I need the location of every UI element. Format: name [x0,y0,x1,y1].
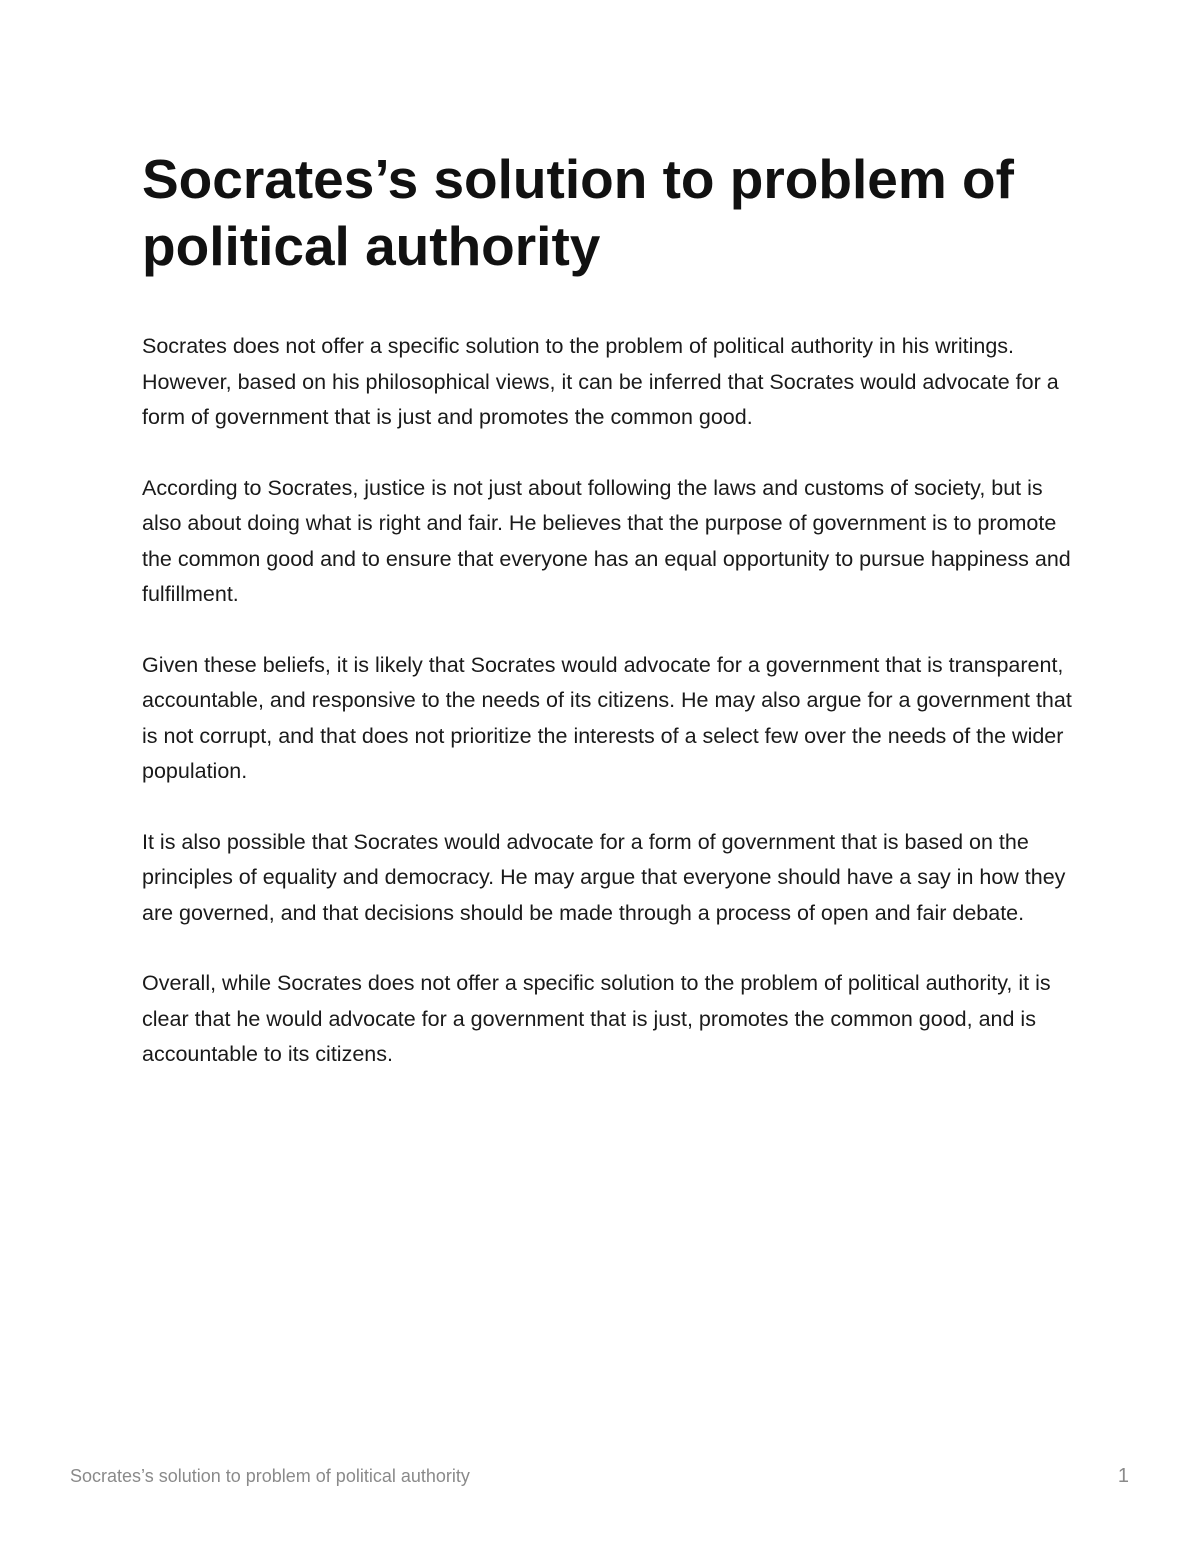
document-body [142,329,1072,1073]
page-number: 1 [1117,1465,1129,1487]
footer-title: Socrates’s solution to problem of political authority [70,1466,470,1486]
paragraph: Overall, while Socrates does not offer a specific solution to the problem of political authority, it is clear that he would advocate for a government that is just, promotes the common good, and is accountable to its citizens. [142,971,1051,1066]
paragraph: Given these beliefs, it is likely that Socrates would advocate for a government that is transparent, accountable, and responsive to the needs of its citizens. He may also argue for a government that is not corrupt, and that does not prioritize the interests of a select few over the needs of the wider population. [142,652,1072,783]
paragraph: Socrates does not offer a specific solution to the problem of political authority in his writings. However, based on his philosophical views, it can be inferred that Socrates would advocate for a form of government that is just and promotes the common good. [142,334,1059,429]
paragraph: It is also possible that Socrates would advocate for a form of government that is based on the principles of equality and democracy. He may argue that everyone should have a say in how they are governed, and that decisions should be made through a process of open and fair debate. [142,829,1066,925]
paragraph: According to Socrates, justice is not just about following the laws and customs of society, but is also about doing what is right and fair. He believes that the purpose of government is to promote the common good and to ensure that everyone has an equal opportunity to pursue happiness and fulfillment. [142,475,1071,606]
page-footer [70,1465,1129,1488]
document-content [142,146,1072,1108]
document-title: Socrates’s solution to problem of political authority [142,148,1014,277]
